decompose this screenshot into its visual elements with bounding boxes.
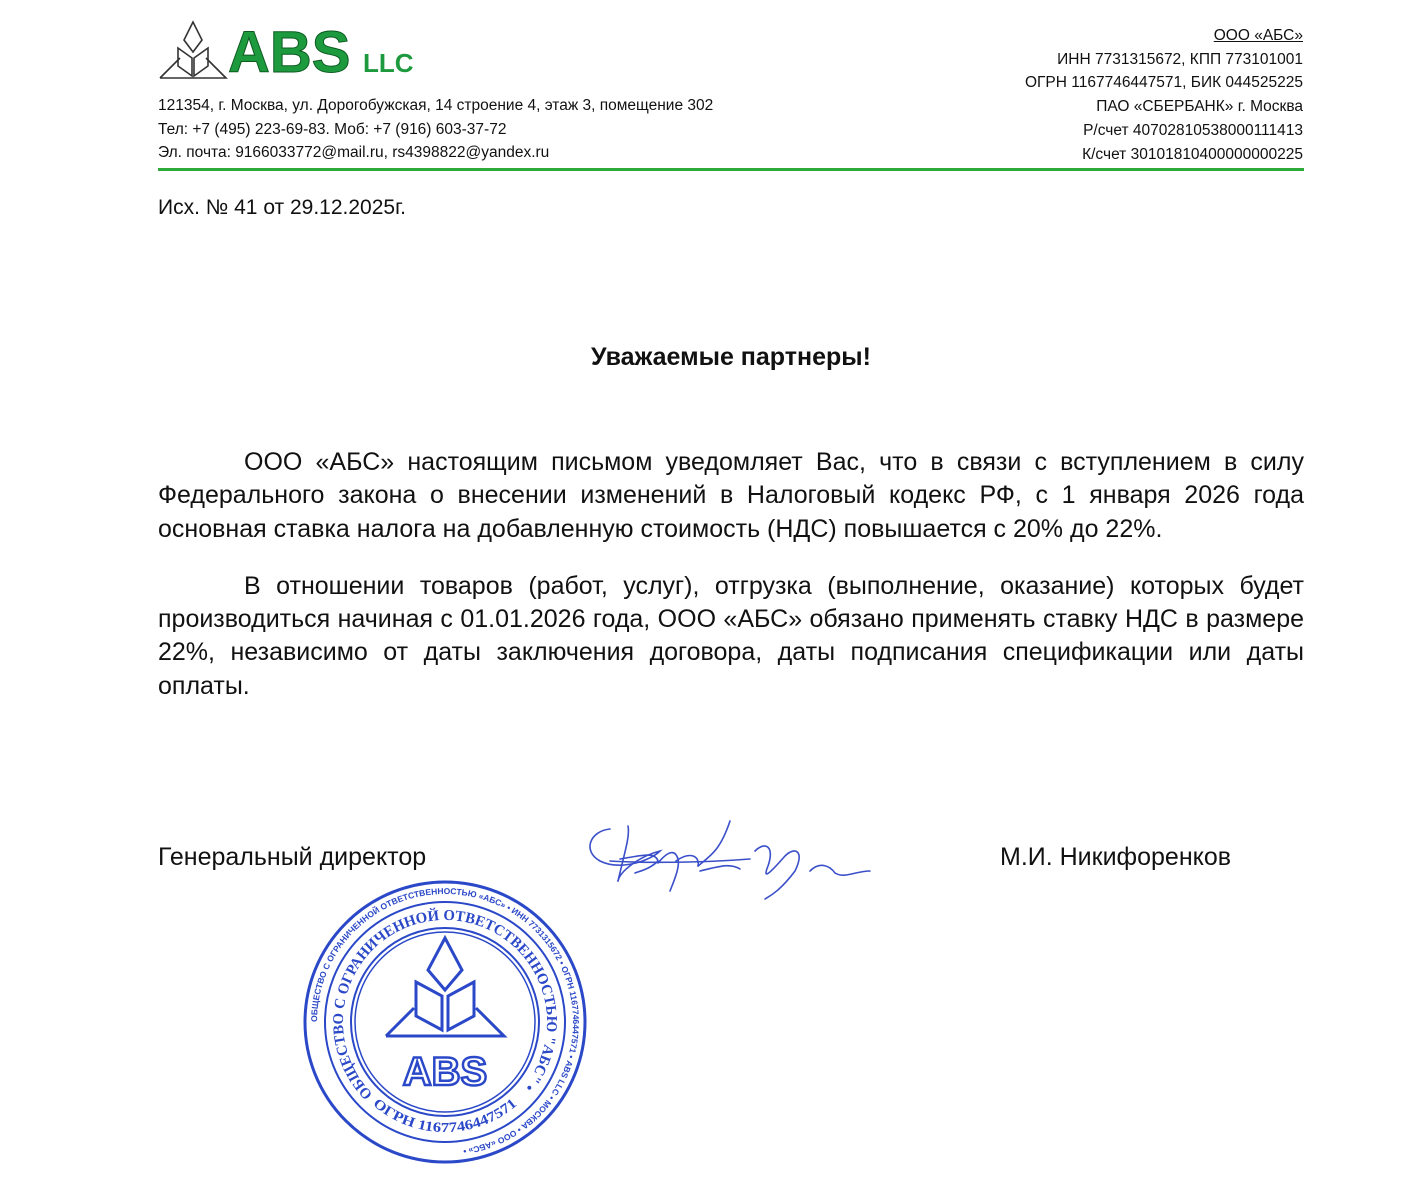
letterhead-requisites	[943, 24, 1303, 166]
company-emails: Эл. почта: 9166033772@mail.ru, rs4398822@yandex.ru	[158, 144, 550, 162]
body-paragraph: В отношении товаров (работ, услуг), отгрузка (выполнение, оказание) которых будет производиться начиная с 01.01.2026 года, ООО «АБС» обязано применять ставку НДС в размере 22%, независимо от даты заключения договора, даты подписания спецификации или даты оплаты.	[158, 571, 1304, 700]
body-paragraph: ООО «АБС» настоящим письмом уведомляет Вас, что в связи с вступлением в силу Федерального закона о внесении изменений в Налоговый кодекс РФ, с 1 января 2026 года основная ставка налога на добавленную стоимость (НДС) повышается с 20% до 22%.	[158, 448, 1304, 543]
signature-block	[158, 841, 1304, 881]
company-logo	[158, 18, 428, 82]
company-name: ООО «АБС»	[1213, 27, 1303, 44]
company-phones: Тел: +7 (495) 223-69-83. Моб: +7 (916) 603-37-72	[158, 120, 507, 138]
letter-body	[158, 446, 1304, 1168]
correspondent-account: К/счет 30101810400000000225	[1082, 145, 1303, 163]
svg-text:ABS: ABS	[228, 20, 351, 82]
inn-kpp: ИНН 7731315672, КПП 773101001	[1057, 50, 1303, 68]
outgoing-number: Исх. № 41 от 29.12.2025г.	[158, 196, 407, 219]
seal-outer-text: ОБЩЕСТВО С ОГРАНИЧЕННОЙ ОТВЕТСТВЕННОСТЬЮ «АБС» • ИНН 7731315672 • ОГРН 1167746447571 • ABS LLC • МОСКВА • ООО «АБС» •	[308, 886, 582, 1157]
ogrn-bik: ОГРН 1167746447571, БИК 044525225	[1024, 74, 1303, 92]
seal-middle-text: ОБЩЕСТВО С ОГРАНИЧЕННОЙ ОТВЕТСТВЕННОСТЬЮ "АБС" •	[330, 907, 560, 1103]
company-address: 121354, г. Москва, ул. Дорогобужская, 14 строение 4, этаж 3, помещение 302	[158, 97, 714, 114]
svg-text:LLC: LLC	[363, 48, 414, 78]
letterhead-divider	[158, 168, 1304, 171]
settlement-account: Р/счет 40702810538000111413	[1083, 121, 1303, 139]
bank-name: ПАО «СБЕРБАНК» г. Москва	[1096, 98, 1303, 116]
signatory-name: М.И. Никифоренков	[1000, 843, 1232, 872]
seal-bottom-text: ОГРН 1167746447571	[369, 1096, 519, 1137]
signatory-position: Генеральный директор	[158, 843, 427, 872]
seal-area	[158, 878, 1304, 1168]
company-seal	[300, 878, 590, 1166]
salutation: Уважаемые партнеры!	[591, 343, 871, 371]
seal-center-text: ABS	[402, 1050, 488, 1095]
letterhead-contacts	[158, 94, 918, 165]
